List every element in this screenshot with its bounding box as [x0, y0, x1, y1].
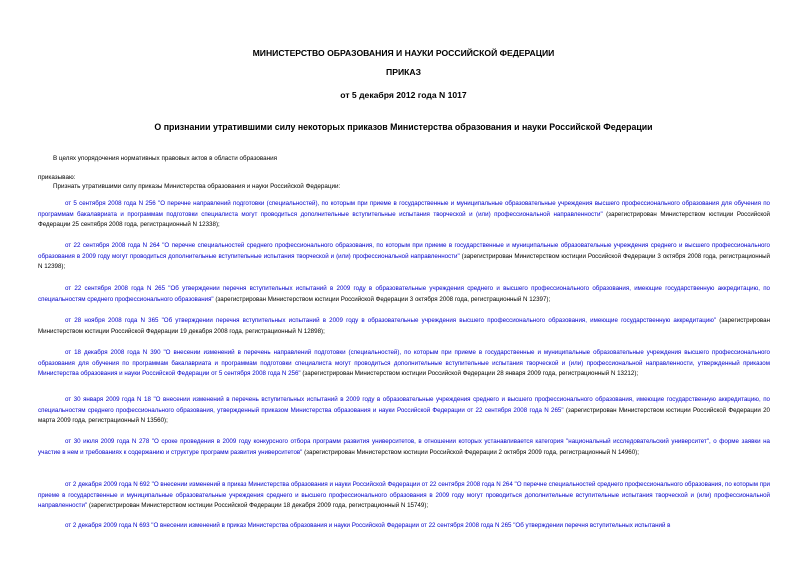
document-date-number: от 5 декабря 2012 года N 1017 [340, 90, 467, 100]
list-item [38, 241, 770, 273]
document-type: ПРИКАЗ [386, 67, 421, 77]
preamble: В целях упорядочения нормативных правовых актов в области образования [53, 155, 278, 162]
list-item [38, 284, 770, 305]
act-link[interactable]: от 18 декабря 2008 года N 390 "О внесении изменений в перечень направлений подготовки (специальностей), по которым при приеме в государственные и муниципальные образовательные учреждения высшего профессионального образования для обучения по программам бакалавриата и программам подготовки специалиста могут проводиться дополнительные вступительные испытания творческой и (или) профессиональной направленности, утвержденный приказом Министерства образования и науки Российской Федерации от 5 сентября 2008 года N 256" [38, 349, 770, 378]
act-link[interactable]: от 30 июля 2009 года N 278 "О сроке проведения в 2009 году конкурсного отбора программ развития университетов, в отношении которых устанавливается категория "национальный исследовательский университет", о форме заявки на участие в нем и требованиях к содержанию и структуре программ развития университетов" [38, 438, 770, 456]
list-item [38, 199, 770, 231]
order-word: приказываю: [38, 174, 76, 181]
registration-note: (зарегистрирован Министерством юстиции Российской Федерации 2 октября 2009 года, регистрационный N 14960); [302, 448, 639, 456]
clause-1: Признать утратившими силу приказы Министерства образования и науки Российской Федерации: [53, 183, 341, 190]
act-link[interactable]: от 28 ноября 2008 года N 365 "Об утверждении перечня вступительных испытаний в 2009 году в образовательные учреждения высшего профессионального образования, имеющие государственную аккредитацию" [65, 317, 717, 324]
registration-note: (зарегистрирован Министерством юстиции Российской Федерации 3 октября 2008 года, регистрационный N 12397); [213, 295, 551, 303]
list-item [38, 395, 770, 427]
act-link[interactable]: от 2 декабря 2009 года N 692 "О внесении изменений в приказ Министерства образования и науки Российской Федерации от 22 сентября 2008 года N 264 "О перечне специальностей среднего профессионального образования, по которым при приеме в государственные и муниципальные образовательные учреждения среднего и высшего профессионального образования в 2009 году могут проводиться дополнительные вступительные испытания творческой и (или) профессиональной направленности" [38, 481, 770, 510]
document-title: О признании утратившими силу некоторых приказов Министерства образования и науки Российской Федерации [154, 122, 653, 132]
list-item [38, 348, 770, 380]
registration-note: (зарегистрирован Министерством юстиции Российской Федерации 20 марта 2009 года, регистрационный N 13560); [38, 406, 770, 425]
registration-note: (зарегистрирован Министерством юстиции Российской Федерации 19 декабря 2008 года, регистрационный N 12898); [38, 317, 770, 335]
act-link[interactable]: от 22 сентября 2008 года N 265 "Об утверждении перечня вступительных испытаний в 2009 году в образовательные учреждения среднего и высшего профессионального образования, имеющие государственную аккредитацию, по специальностям среднего профессионального образования" [38, 285, 770, 303]
list-item [38, 437, 770, 458]
act-link[interactable]: от 22 сентября 2008 года N 264 "О перечне специальностей среднего профессионального образования, по которым при приеме в государственные и муниципальные образовательные учреждения среднего и высшего профессионального образования в 2009 году могут проводиться дополнительные вступительные испытания творческой и (или) профессиональной направленности" [38, 242, 770, 260]
act-link[interactable]: от 2 декабря 2009 года N 693 "О внесении изменений в приказ Министерства образования и науки Российской Федерации от 22 сентября 2008 года N 265 "Об утверждении перечня вступительных испытаний в [65, 522, 671, 529]
act-link[interactable]: от 30 января 2009 года N 18 "О внесении изменений в перечень вступительных испытаний в 2009 году в образовательные учреждения среднего и высшего профессионального образования, имеющие государственную аккредитацию, по специальностям среднего профессионального образования, утвержденный приказом Министерства образования и науки Российской Федерации от 22 сентября 2008 года N 265" [38, 396, 770, 414]
list-item [38, 316, 770, 337]
ministry-heading: МИНИСТЕРСТВО ОБРАЗОВАНИЯ И НАУКИ РОССИЙСКОЙ ФЕДЕРАЦИИ [252, 48, 555, 58]
registration-note: (зарегистрирован Министерством юстиции Российской Федерации 25 сентября 2008 года, регистрационный N 12338); [38, 210, 770, 229]
act-link[interactable]: от 5 сентября 2008 года N 256 "О перечне направлений подготовки (специальностей), по которым при приеме в государственные и муниципальные образовательные учреждения высшего профессионального образования для обучения по программам бакалавриата и программам подготовки специалиста могут проводиться дополнительные вступительные испытания творческой и (или) профессиональной направленности" [38, 200, 770, 218]
registration-note: (зарегистрирован Министерством юстиции Российской Федерации 28 января 2009 года, регистрационный N 13212); [300, 370, 639, 378]
list-item [38, 521, 770, 532]
registration-note: (зарегистрирован Министерством юстиции Российской Федерации 3 октября 2008 года, регистрационный N 12398); [38, 252, 770, 271]
list-item [38, 480, 770, 512]
registration-note: (зарегистрирован Министерством юстиции Российской Федерации 18 декабря 2009 года, регистрационный N 15749); [87, 502, 429, 510]
